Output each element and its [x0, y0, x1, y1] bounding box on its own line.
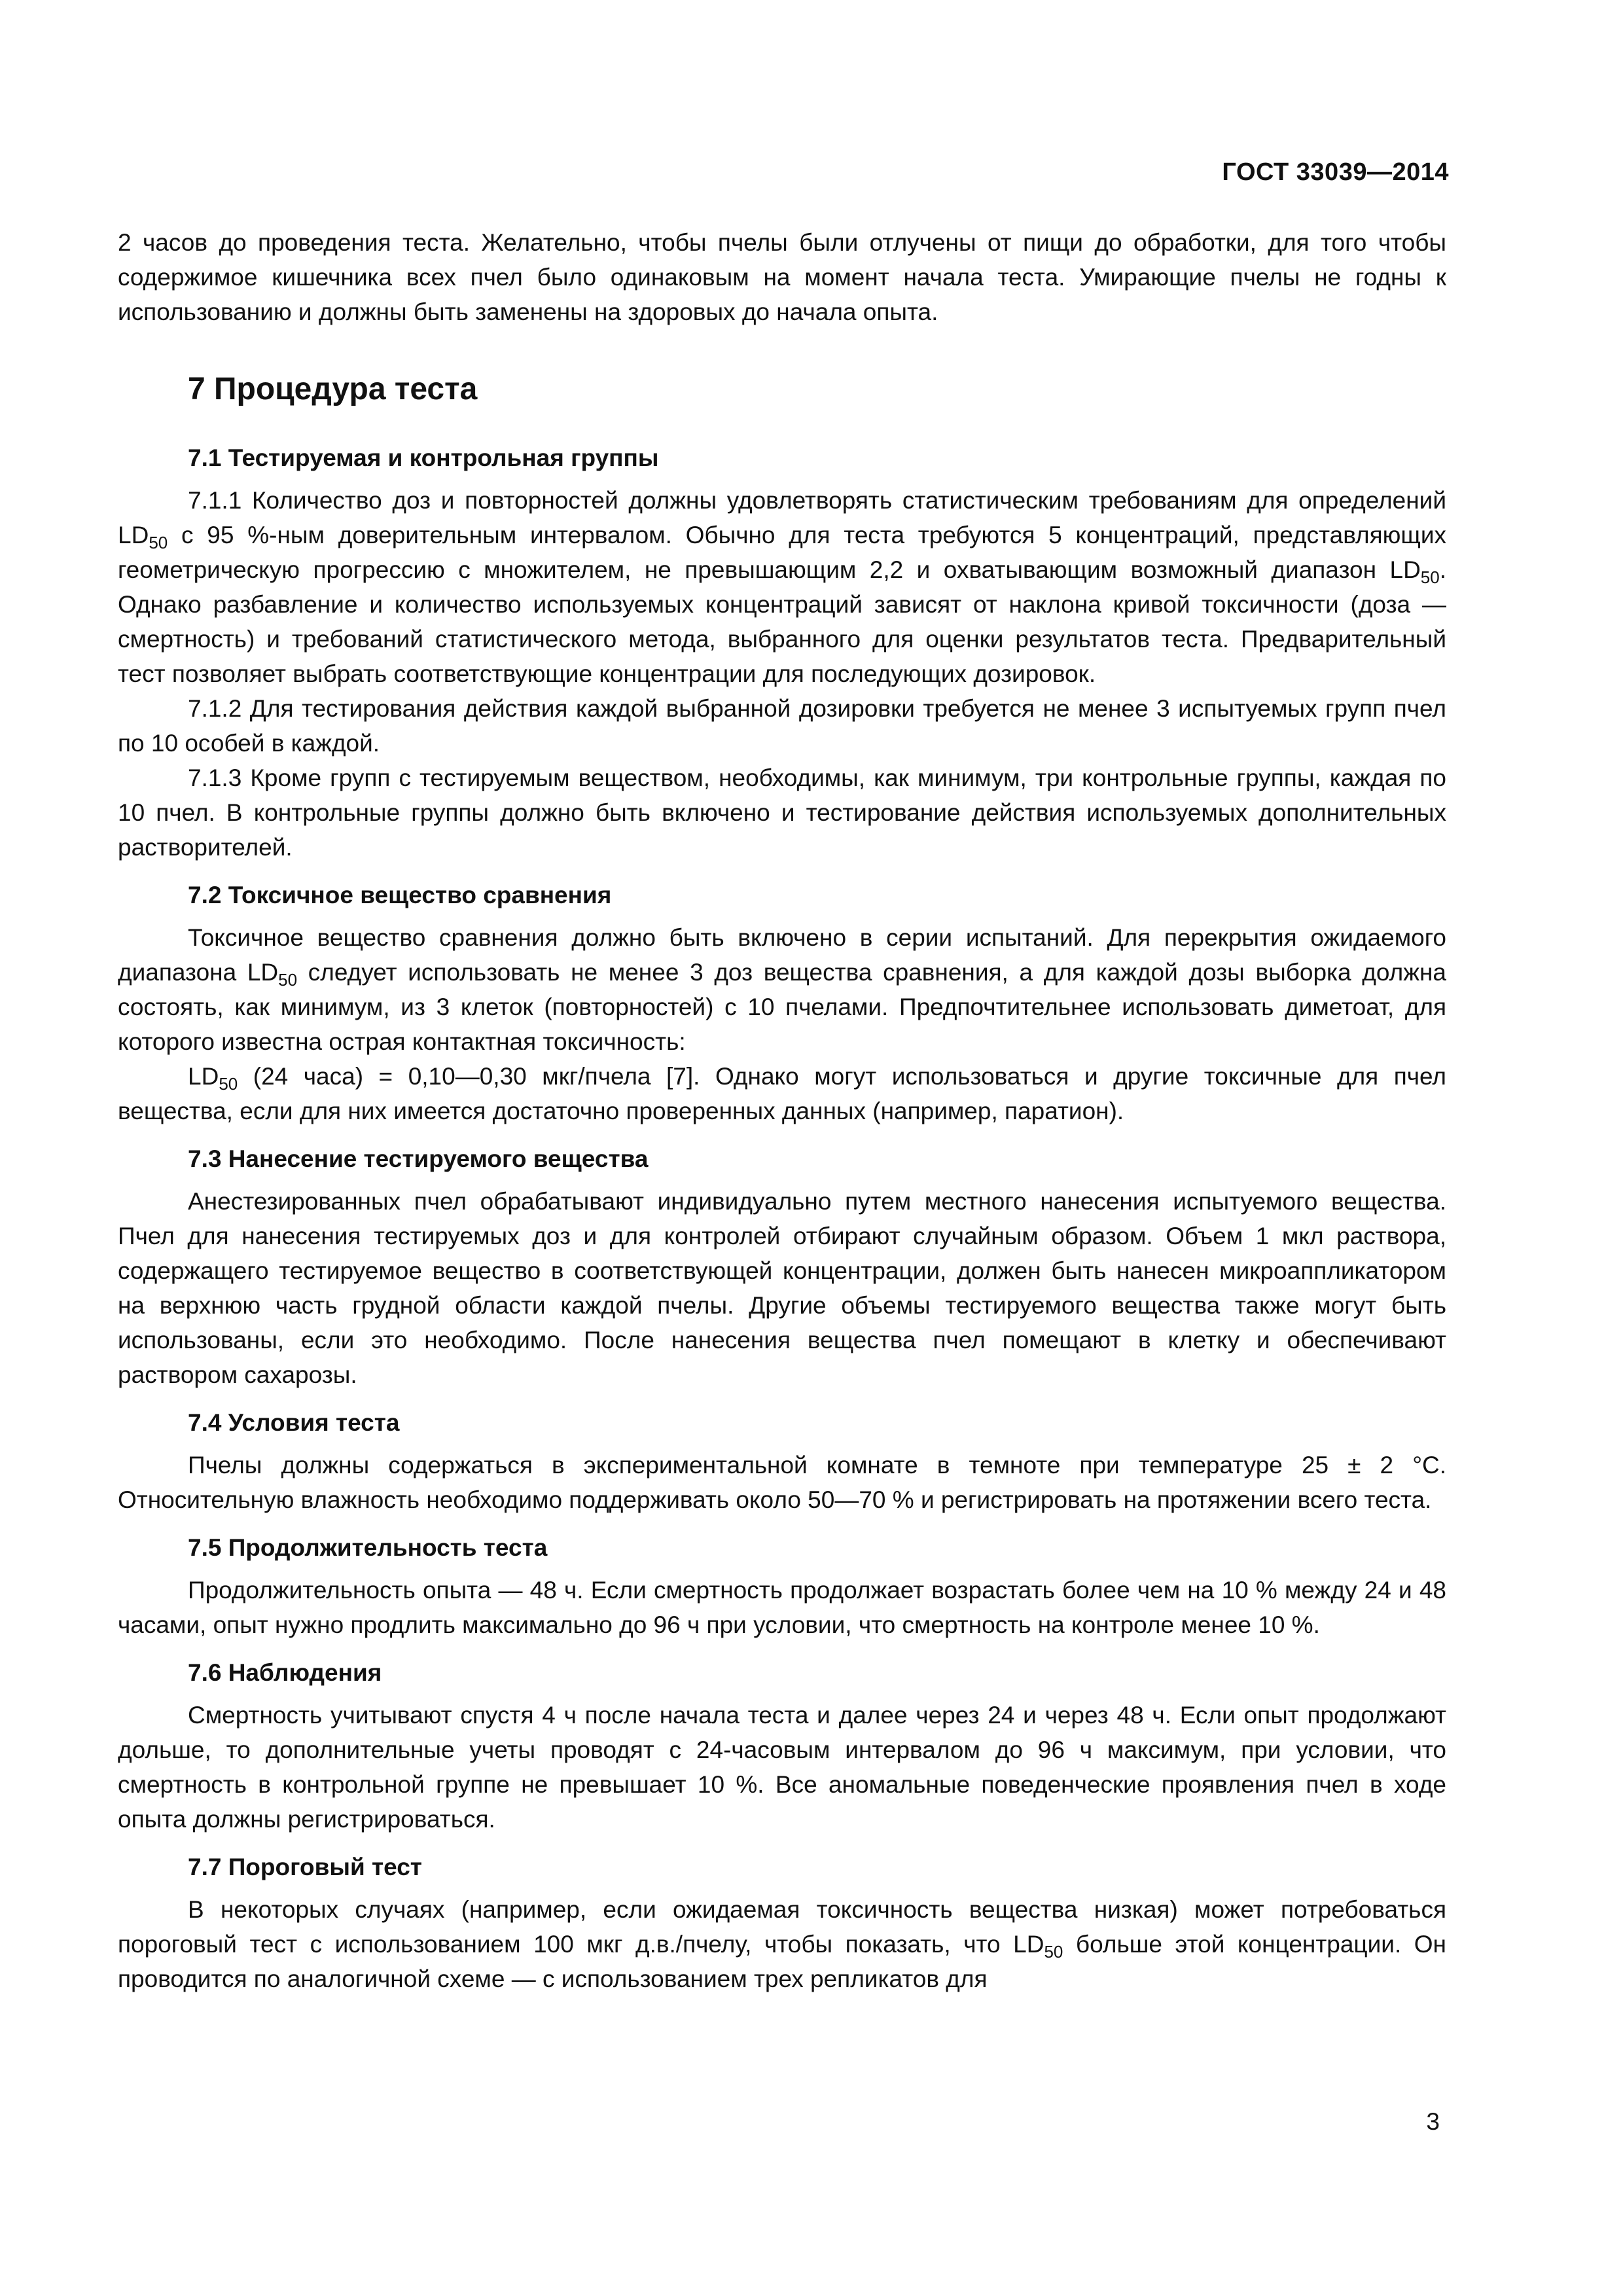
paragraph-7-1-3: 7.1.3 Кроме групп с тестируемым веществом, необходимы, как минимум, три контрольные группы, каждая по 10 пчел. В контрольные группы должно быть включено и тестирование действия используемых дополнительных растворителей.	[118, 764, 1446, 861]
section-7-2-title: 7.2 Токсичное вещество сравнения	[188, 882, 612, 908]
section-7-title: 7 Процедура теста	[188, 372, 478, 406]
section-7-5-title: 7.5 Продолжительность теста	[188, 1534, 548, 1561]
page-number: 3	[1426, 2108, 1440, 2135]
intro-paragraph: 2 часов до проведения теста. Желательно, чтобы пчелы были отлучены от пищи до обработки, для того чтобы содержимое кишечника всех пчел было одинаковым на момент начала теста. Умирающие пчелы не годны к использованию и должны быть заменены на здоровых до начала опыта.	[118, 229, 1446, 325]
section-7-3-title: 7.3 Нанесение тестируемого вещества	[188, 1145, 649, 1172]
section-7-1-title: 7.1 Тестируемая и контрольная группы	[188, 444, 659, 471]
paragraph-7-1-1: 7.1.1 Количество доз и повторностей должны удовлетворять статистическим требованиям для определений $LD_{50}$ с 95 %-ным доверительным интервалом. Обычно для теста требуются 5 концентраций, представляющих геометрическую прогрессию с множителем, не превышающим 2,2 и охватывающим возможный диапазон $LD_{50}$. Однако разбавление и количество используемых концентраций зависят от наклона кривой токсичности (доза — смертность) и требований статистического метода, выбранного для оценки результатов теста. Предварительный тест позволяет выбрать соответствующие концентрации для последующих дозировок.	[118, 487, 1446, 687]
paragraph-7-1-2: 7.1.2 Для тестирования действия каждой выбранной дозировки требуется не менее 3 испытуемых групп пчел по 10 особей в каждой.	[118, 695, 1446, 757]
paragraph-7-3: Анестезированных пчел обрабатывают индивидуально путем местного нанесения испытуемого вещества. Пчел для нанесения тестируемых доз и для контролей отбирают случайным образом. Объем 1 мкл раствора, содержащего тестируемое вещество в соответствующей концентрации, должен быть нанесен микроаппликатором на верхнюю часть грудной области каждой пчелы. Другие объемы тестируемого вещества также могут быть использованы, если это необходимо. После нанесения вещества пчел помещают в клетку и обеспечивают раствором сахарозы.	[118, 1188, 1446, 1388]
section-7-7-title: 7.7 Пороговый тест	[188, 1854, 422, 1880]
paragraph-7-2-2: $LD_{50}$ (24 часа) = 0,10—0,30 мкг/пчела [7]. Однако могут использоваться и другие токсичные для пчел вещества, если для них имеется достаточно проверенных данных (например, паратион).	[118, 1063, 1446, 1124]
paragraph-7-2-1: Токсичное вещество сравнения должно быть включено в серии испытаний. Для перекрытия ожидаемого диапазона $LD_{50}$ следует использовать не менее 3 доз вещества сравнения, а для каждой дозы выборка должна состоять, как минимум, из 3 клеток (повторностей) с 10 пчелами. Предпочтительнее использовать диметоат, для которого известна острая контактная токсичность:	[118, 924, 1446, 1055]
section-7-6-title: 7.6 Наблюдения	[188, 1659, 382, 1686]
section-7-4-title: 7.4 Условия теста	[188, 1409, 400, 1436]
page-body	[118, 225, 1446, 1996]
document-standard-header: ГОСТ 33039—2014	[1222, 158, 1449, 186]
paragraph-7-6: Смертность учитывают спустя 4 ч после начала теста и далее через 24 и через 48 ч. Если опыт продолжают дольше, то дополнительные учеты проводят с 24-часовым интервалом до 96 ч максимум, при условии, что смертность в контрольной группе не превышает 10 %. Все аномальные поведенческие проявления пчел в ходе опыта должны регистрироваться.	[118, 1702, 1446, 1833]
paragraph-7-7: В некоторых случаях (например, если ожидаемая токсичность вещества низкая) может потребоваться пороговый тест с использованием 100 мкг д.в./пчелу, чтобы показать, что $LD_{50}$ больше этой концентрации. Он проводится по аналогичной схеме — с использованием трех репликатов для	[118, 1896, 1446, 1992]
paragraph-7-5: Продолжительность опыта — 48 ч. Если смертность продолжает возрастать более чем на 10 % между 24 и 48 часами, опыт нужно продлить максимально до 96 ч при условии, что смертность на контроле менее 10 %.	[118, 1577, 1446, 1638]
paragraph-7-4: Пчелы должны содержаться в экспериментальной комнате в темноте при температуре 25 ± 2 °C. Относительную влажность необходимо поддерживать около 50—70 % и регистрировать на протяжении всего теста.	[118, 1452, 1446, 1513]
